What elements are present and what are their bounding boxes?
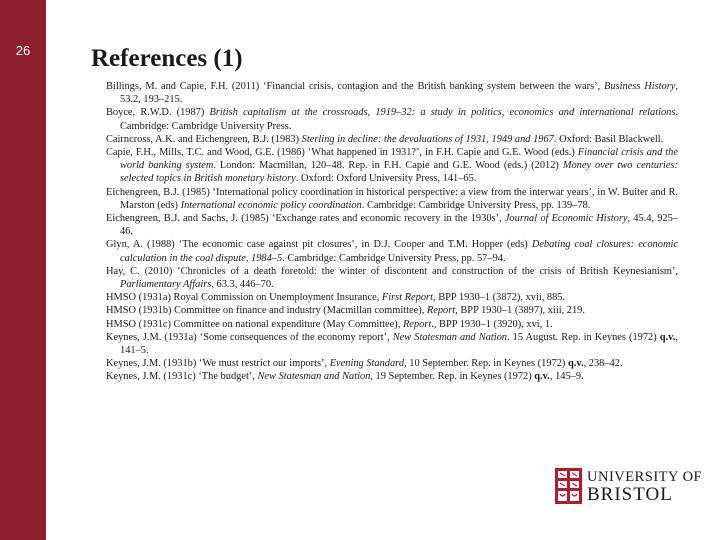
university-logo <box>555 468 703 508</box>
slide-number: 26 <box>15 43 31 58</box>
reference-item: Eichengreen, B.J. (1985) ‘International policy coordination in historical perspective: a view from the interwar years’, in W. Buiter and R. Marston (eds) International economic policy coordination. Cambridge: Cambridge University Press, pp. 139–78. <box>106 186 678 211</box>
reference-item: Keynes, J.M. (1931c) ‘The budget’, New Statesman and Nation, 19 September. Rep. in Keynes (1972) q.v., 145–9. <box>106 371 584 383</box>
reference-item: Glyn, A. (1988) ‘The economic case against pit closures’, in D.J. Cooper and T.M. Hopper (eds) Debating coal closures: economic calculation in the coal dispute, 1984–5. Cambridge: Cambridge University Press, pp. 57–94. <box>106 239 679 264</box>
reference-item: HMSO (1931b) Committee on finance and industry (Macmillan committee), Report, BPP 1930–1 (3897), xiii, 219. <box>106 305 585 317</box>
reference-item: HMSO (1931a) Royal Commission on Unemployment Insurance, First Report, BPP 1930–1 (3872), xvii, 885. <box>106 292 566 304</box>
sidebar-band <box>0 0 46 540</box>
reference-item: Capie, F.H., Mills, T.C. and Wood, G.E. (1986) ‘What happened in 1931?’, in F.H. Capie and G.E. Wood (eds.) Financial crisis and the world banking system. London: Macmillan, 120–48. Rep. in F.H. Capie and G.E. Wood (eds.) (2012) Money over two centuries: selected topics in British monetary history. Oxford: Oxford University Press, 141–65. <box>106 147 679 185</box>
reference-item: Cairncross, A.K. and Eichengreen, B.J. (1983) Sterling in decline: the devaluations of 1931, 1949 and 1967. Oxford: Basil Blackwell. <box>106 133 664 145</box>
reference-item: HMSO (1931c) Committee on national expenditure (May Committee), Report., BPP 1930–1 (3920), xvi, 1. <box>106 318 553 330</box>
logo-text-bristol: BRISTOL <box>587 484 673 505</box>
reference-item: Eichengreen, B.J. and Sachs, J. (1985) ‘Exchange rates and economic recovery in the 1930s’, Journal of Economic History, 45.4, 925–46. <box>106 213 679 238</box>
reference-item: Boyce, R.W.D. (1987) British capitalism at the crossroads, 1919–32: a study in politics, economics and international relations. Cambridge: Cambridge University Press. <box>106 107 679 132</box>
reference-list <box>106 80 678 384</box>
bristol-shield-icon <box>555 468 582 504</box>
reference-item: Keynes, J.M. (1931b) ‘We must restrict our imports’, Evening Standard, 10 September. Rep. in Keynes (1972) q.v., 238–42. <box>106 358 623 370</box>
logo-text-university-of: UNIVERSITY OF <box>587 469 703 485</box>
reference-item: Keynes, J.M. (1931a) ‘Some consequences of the economy report’, New Statesman and Nation. 15 August. Rep. in Keynes (1972) q.v., 141–5. <box>106 331 678 357</box>
reference-item: Hay, C. (2010) ‘Chronicles of a death foretold: the winter of discontent and construction of the crisis of British Keynesianism’, Parliamentary Affairs, 63.3, 446–70. <box>106 265 678 291</box>
page-title: References (1) <box>91 45 243 72</box>
reference-item: Billings, M. and Capie, F.H. (2011) ‘Financial crisis, contagion and the British banking system between the wars’, Business History, 53.2, 193–215. <box>106 81 678 106</box>
